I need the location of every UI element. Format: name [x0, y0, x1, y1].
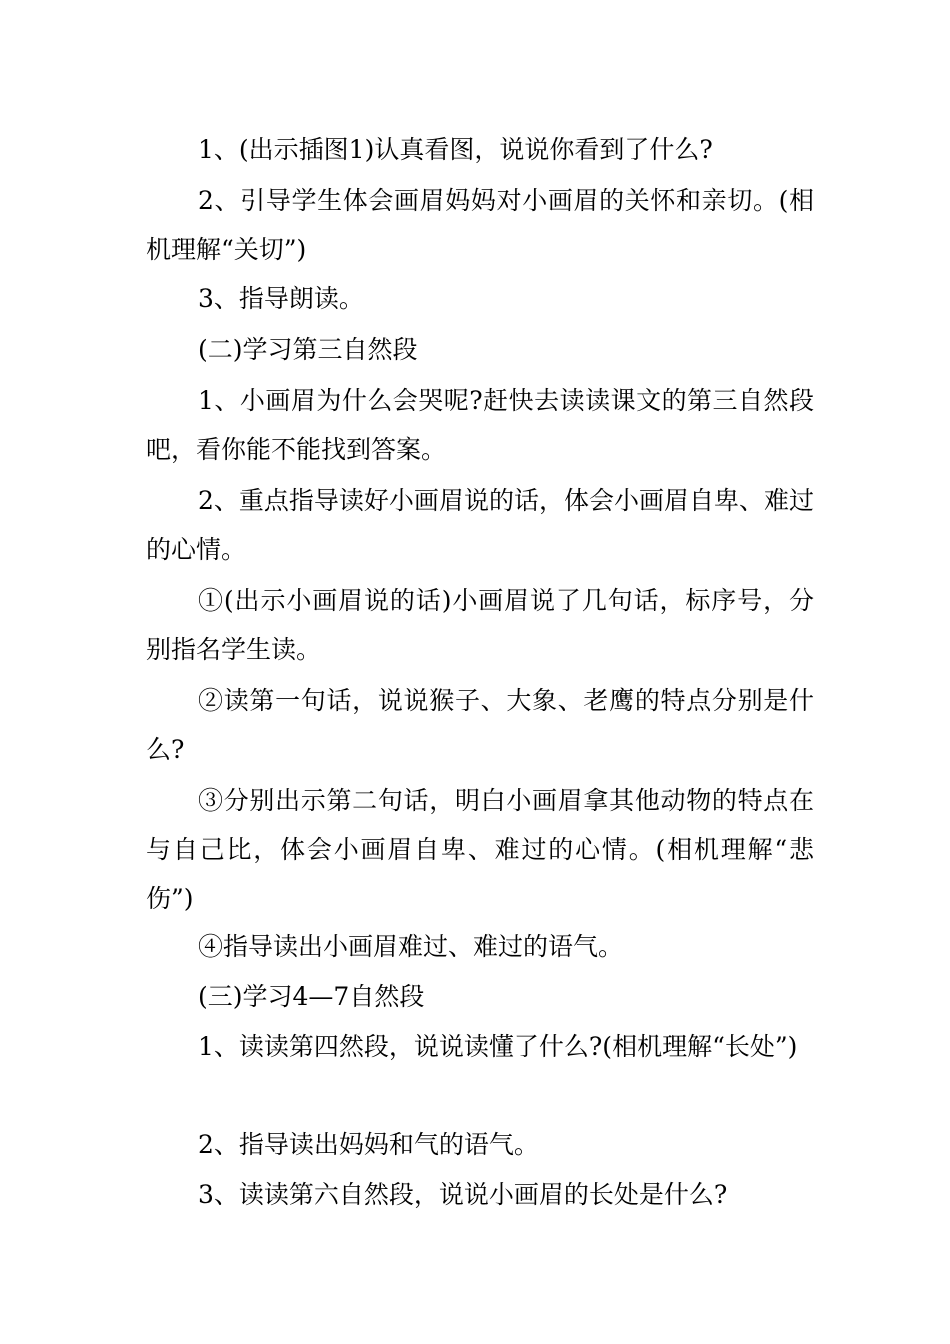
section-heading-3: (三)学习4—7自然段	[198, 982, 425, 1011]
paragraph-8: ③分别出示第二句话，明白小画眉拿其他动物的特点在与自己比，体会小画眉自卑、难过的心情。(相机理解“悲伤”)	[146, 786, 814, 913]
paragraph-3: 3、指导朗读。	[198, 284, 364, 313]
paragraph-9: ④指导读出小画眉难过、难过的语气。	[198, 932, 624, 961]
paragraph-1: 1、(出示插图1)认真看图，说说你看到了什么?	[198, 135, 713, 164]
paragraph-10: 1、读读第四然段，说说读懂了什么?(相机理解“长处”)	[198, 1032, 798, 1061]
paragraph-7: ②读第一句话，说说猴子、大象、老鹰的特点分别是什么?	[146, 686, 814, 764]
paragraph-6: ①(出示小画眉说的话)小画眉说了几句话，标序号，分别指名学生读。	[146, 586, 814, 664]
paragraph-4: 1、小画眉为什么会哭呢?赶快去读读课文的第三自然段吧，看你能不能找到答案。	[146, 386, 814, 464]
paragraph-12: 3、读读第六自然段，说说小画眉的长处是什么?	[198, 1180, 728, 1209]
paragraph-2: 2、引导学生体会画眉妈妈对小画眉的关怀和亲切。(相机理解“关切”)	[146, 186, 814, 264]
section-heading-2: (二)学习第三自然段	[198, 335, 418, 364]
paragraph-11: 2、指导读出妈妈和气的语气。	[198, 1130, 539, 1159]
paragraph-5: 2、重点指导读好小画眉说的话，体会小画眉自卑、难过的心情。	[146, 486, 814, 564]
